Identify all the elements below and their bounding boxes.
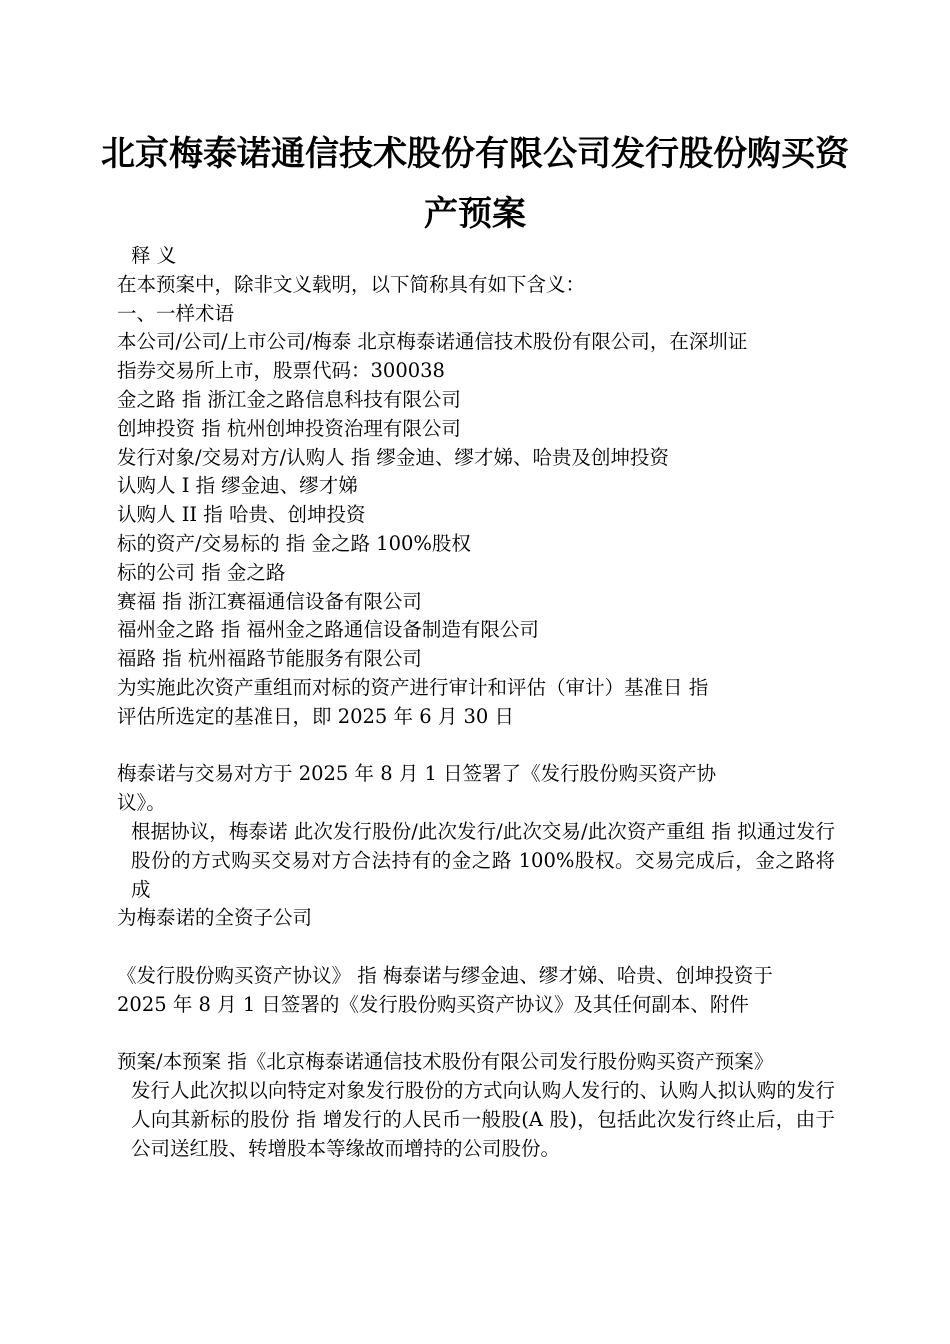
definition-line: 本公司/公司/上市公司/梅泰 北京梅泰诺通信技术股份有限公司，在深圳证 bbox=[117, 330, 748, 354]
definition-line: 标的资产/交易标的 指 金之路 100%股权 bbox=[117, 531, 471, 555]
definition-line: 创坤投资 指 杭州创坤投资治理有限公司 bbox=[117, 416, 461, 440]
definition-line: 评估所选定的基准日，即 2025 年 6 月 30 日 bbox=[117, 704, 515, 728]
spacer bbox=[117, 933, 835, 962]
shares-paragraph: 发行人此次拟以向特定对象发行股份的方式向认购人发行的、认购人拟认购的发行人向其新标的股份 指 增发行的人民币一般股(A 股)，包括此次发行终止后，由于公司送红股、转增股本等缘故而增持的公司股份。 bbox=[131, 1079, 835, 1160]
definition-line: 认购人 I 指 缪金迪、缪才娣 bbox=[117, 474, 358, 498]
document-title: 北京梅泰诺通信技术股份有限公司发行股份购买资产预案 bbox=[101, 134, 849, 234]
restructure-paragraph: 根据协议，梅泰诺 此次发行股份/此次发行/此次交易/此次资产重组 指 拟通过发行股份的方式购买交易对方合法持有的金之路 100%股权。交易完成后，金之路将成 bbox=[131, 819, 835, 901]
document-body bbox=[117, 242, 835, 1164]
intro-text: 在本预案中，除非文义载明，以下简称具有如下含义： bbox=[117, 272, 586, 296]
subheading: 一、一样术语 bbox=[117, 301, 235, 325]
definition-line: 为实施此次资产重组而对标的资产进行审计和评估（审计）基准日 指 bbox=[117, 675, 709, 699]
protocol-paragraph: 《发行股份购买资产协议》 指 梅泰诺与缪金迪、缪才娣、哈贵、创坤投资于 bbox=[117, 963, 773, 987]
spacer bbox=[117, 732, 835, 761]
agreement-line: 梅泰诺与交易对方于 2025 年 8 月 1 日签署了《发行股份购买资产协 bbox=[117, 762, 717, 786]
definition-line: 金之路 指 浙江金之路信息科技有限公司 bbox=[117, 387, 461, 411]
definition-line: 福路 指 杭州福路节能服务有限公司 bbox=[117, 647, 422, 671]
definition-line: 发行对象/交易对方/认购人 指 缪金迪、缪才娣、哈贵及创坤投资 bbox=[117, 445, 670, 469]
agreement-line: 议》。 bbox=[117, 791, 166, 815]
definition-line: 福州金之路 指 福州金之路通信设备制造有限公司 bbox=[117, 618, 539, 642]
definition-line: 标的公司 指 金之路 bbox=[117, 560, 286, 584]
plan-paragraph: 预案/本预案 指《北京梅泰诺通信技术股份有限公司发行股份购买资产预案》 bbox=[117, 1050, 774, 1074]
definition-line: 赛福 指 浙江赛福通信设备有限公司 bbox=[117, 589, 422, 613]
definition-line: 指券交易所上市，股票代码：300038 bbox=[117, 359, 445, 383]
spacer bbox=[117, 1020, 835, 1049]
section-heading: 释 义 bbox=[131, 244, 177, 267]
protocol-tail: 2025 年 8 月 1 日签署的《发行股份购买资产协议》及其任何副本、附件 bbox=[117, 992, 749, 1016]
restructure-tail: 为梅泰诺的全资子公司 bbox=[117, 906, 313, 930]
definition-line: 认购人 II 指 哈贵、创坤投资 bbox=[117, 503, 366, 527]
